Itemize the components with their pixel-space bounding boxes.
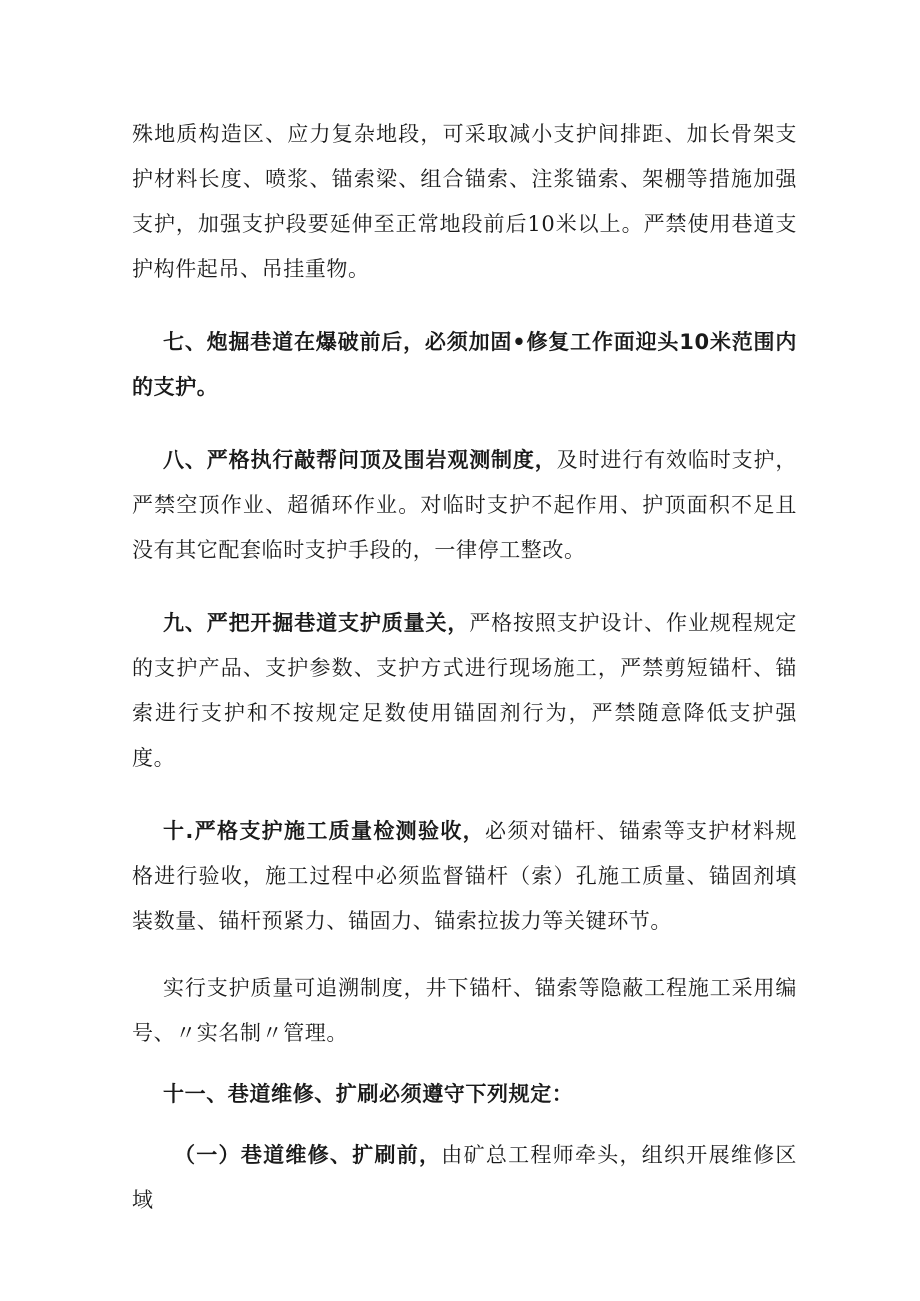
document-body bbox=[132, 112, 797, 1223]
traceability-text: 实行支护质量可追溯制度，井下锚杆、锚索等隐蔽工程施工采用编号、〃实名制〃管理。 bbox=[132, 976, 797, 1045]
item-9-text: 严格按照支护设计、作业规程规定的支护产品、支护参数、支护方式进行现场施工，严禁剪短锚杆、锚索进行支护和不按规定足数使用锚固剂行为，严禁随意降低支护强度。 bbox=[132, 611, 797, 770]
item-7-heading: 七、炮掘巷道在爆破前后，必须加固•修复工作面迎头10米范围内的支护。 bbox=[132, 330, 797, 399]
paragraph-traceability bbox=[132, 966, 797, 1056]
paragraph-item-11 bbox=[132, 1072, 797, 1117]
paragraph-item-11-1 bbox=[132, 1133, 797, 1223]
item-11-1-text: 由矿总工程师牵头，组织开展维修区域 bbox=[132, 1143, 797, 1212]
paragraph-item-9 bbox=[132, 601, 797, 781]
item-8-heading: 八、严格执行敲帮问顶及围岩观测制度， bbox=[163, 448, 557, 472]
item-11-1-heading: （一）巷道维修、扩刷前， bbox=[174, 1143, 442, 1167]
paragraph-item-10 bbox=[132, 809, 797, 944]
paragraph-item-7 bbox=[132, 320, 797, 410]
item-10-text: 必须对锚杆、锚索等支护材料规格进行验收，施工过程中必须监督锚杆（索）孔施工质量、锚固剂填装数量、锚杆预紧力、锚固力、锚索拉拔力等关键环节。 bbox=[132, 819, 797, 933]
item-8-text: 及时进行有效临时支护，严禁空顶作业、超循环作业。对临时支护不起作用、护顶面积不足且没有其它配套临时支护手段的，一律停工整改。 bbox=[132, 448, 797, 562]
paragraph-support-measures bbox=[132, 112, 797, 292]
item-10-heading: 十.严格支护施工质量检测验收， bbox=[163, 819, 486, 843]
item-11-heading: 十一、巷道维修、扩刷必须遵守下列规定： bbox=[163, 1082, 574, 1106]
paragraph-item-8 bbox=[132, 438, 797, 573]
paragraph-text: 殊地质构造区、应力复杂地段，可采取减小支护间排距、加长骨架支护材料长度、喷浆、锚索梁、组合锚索、注浆锚索、架棚等措施加强支护，加强支护段要延伸至正常地段前后10米以上。严禁使用巷道支护构件起吊、吊挂重物。 bbox=[132, 122, 797, 281]
item-9-heading: 九、严把开掘巷道支护质量关， bbox=[163, 611, 470, 635]
